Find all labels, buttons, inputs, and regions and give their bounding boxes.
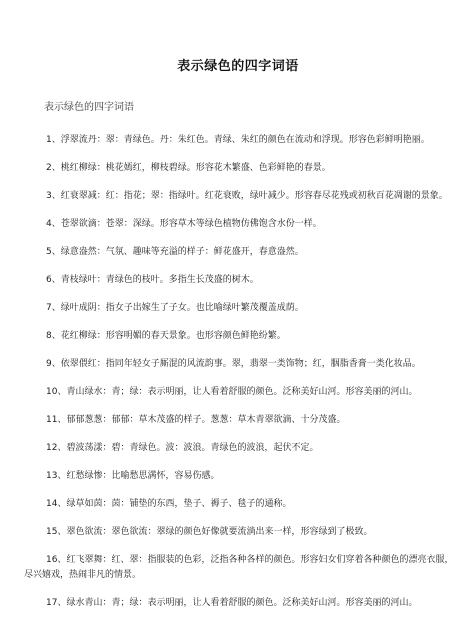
entry-paragraph: 6、青枝绿叶：青绿色的枝叶。多指生长茂盛的树木。 [46,275,259,285]
entry-paragraph: 16、红飞翠舞：红、翠：指服装的色彩，泛指各种各样的颜色。形容妇女们穿着各种颜色的漂亮衣服，尽兴嬉戏，热闹非凡的情景。 [24,555,454,580]
entry-paragraph: 11、郁郁葱葱：郁郁：草木茂盛的样子。葱葱：草木青翠欲滴、十分茂盛。 [46,415,346,425]
entry-paragraph: 10、青山绿水：青；绿：表示明丽，让人看着舒服的颜色。泛称美好山河。形容美丽的河山。 [46,387,418,397]
entry-paragraph: 8、花红柳绿：形容明媚的春天景象。也形容颜色鲜艳纷繁。 [46,331,286,341]
entry-paragraph: 12、碧波荡漾：碧：青绿色。波：波浪。青绿色的波浪，起伏不定。 [46,443,319,453]
entry-paragraph: 13、红愁绿惨：比喻愁思满怀，容易伤感。 [46,471,220,481]
entry-paragraph: 15、翠色欲流：翠色欲流：翠绿的颜色好像就要流淌出来一样，形容绿到了极致。 [46,527,373,537]
entry-paragraph: 5、绿意盎然：气氛、趣味等充溢的样子：鲜花盛开，春意盎然。 [46,247,304,257]
document-subtitle: 表示绿色的四字词语 [44,102,134,113]
entry-paragraph: 7、绿叶成阴：指女子出嫁生了子女。也比喻绿叶繁茂覆盖成荫。 [46,303,304,313]
document-title: 表示绿色的四字词语 [177,59,299,74]
entry-paragraph: 3、红衰翠减：红：指花；翠：指绿叶。红花衰败，绿叶减少。形容春尽花残或初秋百花凋谢的景象。 [46,191,448,201]
entry-list [24,124,460,624]
entry-paragraph: 2、桃红柳绿：桃花嫣红，柳枝碧绿。形容花木繁盛、色彩鲜艳的春景。 [46,163,331,173]
entry-paragraph: 17、绿水青山：青；绿：表示明丽，让人看着舒服的颜色。泛称美好山河。形容美丽的河山。 [46,598,418,608]
entry-paragraph: 14、绿草如茵：茵：铺垫的东西，垫子、褥子、毯子的通称。 [46,499,292,509]
entry-paragraph: 1、浮翠流丹：翠：青绿色。丹：朱红色。青绿、朱红的颜色在流动和浮现。形容色彩鲜明艳丽。 [46,135,430,145]
entry-paragraph: 4、苍翠欲滴：苍翠：深绿。形容草木等绿色植物仿佛饱含水份一样。 [46,219,322,229]
entry-paragraph: 9、依翠偎红：指同年轻女子厮混的风流韵事。翠，翡翠一类饰物；红，胭脂香膏一类化妆品。 [46,359,421,369]
